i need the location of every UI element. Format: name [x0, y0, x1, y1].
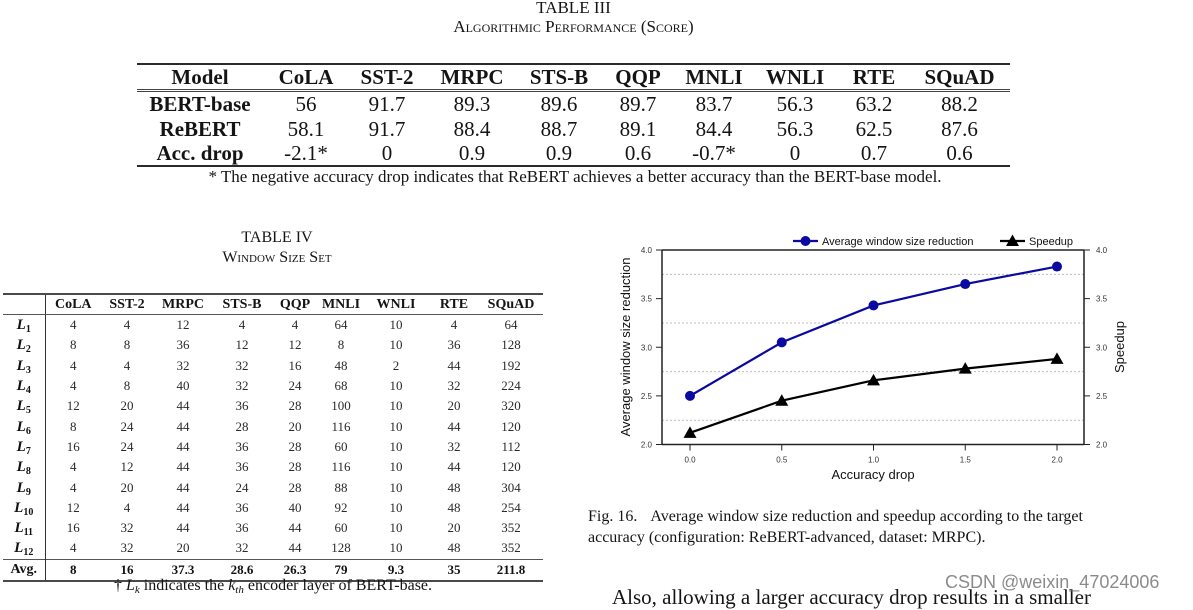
table4-footnote	[3, 576, 543, 596]
table4-row-label	[3, 437, 45, 457]
table4-cell: 16	[288, 357, 302, 373]
footnote-var-l-sub: k	[134, 584, 140, 596]
table4-row-label	[3, 538, 45, 559]
table4-cell: 24	[288, 378, 302, 394]
table3-cell: 0.9	[545, 140, 573, 165]
data-point-circle-marker	[960, 279, 970, 289]
table3-cell: 91.7	[368, 116, 406, 141]
table3-row-label: Acc. drop	[156, 140, 244, 165]
layer-index: 5	[25, 405, 31, 417]
table4-row-label	[3, 356, 45, 376]
table4-row	[3, 335, 543, 355]
table4-cell: 36	[447, 337, 461, 353]
table4-cell: 4	[70, 479, 77, 495]
layer-index: 2	[25, 344, 31, 356]
data-point-circle-marker	[1052, 262, 1062, 272]
table4-cell: 36	[235, 398, 249, 414]
table4-cell: 44	[176, 438, 190, 454]
table4-cell: 4	[123, 317, 131, 333]
table4-row	[3, 518, 543, 538]
legend-circle-icon	[801, 236, 811, 246]
table4-cell: 44	[176, 398, 190, 414]
table4-cell: 128	[501, 337, 521, 353]
table3-cell: 56.3	[776, 92, 814, 117]
table4-cell: 8	[123, 337, 131, 353]
table4-avg-cell: 26.3	[271, 559, 319, 581]
table3-cell: 83.7	[695, 92, 733, 117]
table4-cell: 10	[389, 540, 403, 556]
layer-symbol: L	[14, 499, 24, 516]
table4-cell: 32	[120, 540, 134, 556]
table3-col-header: SQuAD	[909, 64, 1010, 91]
table4-cell: 10	[389, 398, 403, 414]
table4-cell: 44	[176, 479, 190, 495]
table4-cell: 48	[447, 540, 461, 556]
table4-cell: 4	[70, 459, 77, 475]
table3-cell: 89.1	[619, 116, 657, 141]
table4-avg-cell: 16	[101, 559, 153, 581]
table4-row	[3, 356, 543, 376]
table3-algorithmic-performance	[137, 63, 1010, 167]
data-point-circle-marker	[869, 300, 879, 310]
table4-cell: 32	[120, 520, 134, 536]
table4-avg-cell: 8	[45, 559, 101, 581]
y-tick-label-right: 3.5	[1096, 294, 1108, 304]
table4-cell: 20	[120, 398, 134, 414]
table4-row-label	[3, 457, 45, 477]
table4-cell: 36	[235, 499, 249, 515]
table4-cell: 4	[238, 317, 246, 333]
table4-cell: 120	[501, 418, 521, 434]
table4-cell: 32	[176, 357, 190, 373]
body-paragraph: Also, allowing a larger accuracy drop results in a smaller	[612, 585, 1091, 609]
table4-cell: 12	[288, 337, 302, 353]
table3-cell: 58.1	[287, 116, 325, 141]
table4-cell: 4	[70, 357, 77, 373]
table4-cell: 48	[334, 357, 348, 373]
table4-row-label	[3, 416, 45, 436]
table4-row	[3, 477, 543, 497]
table4-cell: 320	[501, 398, 521, 414]
table4-cell: 32	[447, 378, 461, 394]
table3-cell: -0.7*	[692, 140, 736, 165]
footnote-text-2: encoder layer of BERT-base.	[243, 577, 433, 594]
table4-cell: 44	[447, 357, 461, 373]
y-tick-label-left: 3.5	[640, 294, 652, 304]
watermark: CSDN @weixin_47024006	[945, 572, 1160, 592]
table4-body	[3, 315, 543, 581]
table4-avg-cell: 37.3	[153, 559, 213, 581]
table4-cell: 224	[501, 378, 521, 394]
table4-cell: 120	[501, 459, 521, 475]
table4-cell: 10	[389, 459, 403, 475]
table4-header-row	[3, 294, 543, 315]
layer-index: 11	[23, 527, 34, 539]
table4-col-header	[3, 294, 45, 315]
table4-subtitle: Window Size Set	[222, 249, 332, 266]
table4-avg-cell: 211.8	[479, 559, 543, 581]
y-tick-label-left: 2.5	[640, 391, 652, 401]
table4-cell: 12	[66, 499, 80, 515]
figure-caption-text-1: Average window size reduction and speedup according to the target	[650, 508, 1083, 525]
table4-col-header: WNLI	[363, 294, 429, 315]
table4-row-label	[3, 376, 45, 396]
y-tick-label-right: 2.5	[1096, 391, 1108, 401]
table4-cell: 60	[334, 520, 348, 536]
y-tick-label-left: 3.0	[640, 343, 652, 353]
table4-cell: 36	[176, 337, 190, 353]
data-point-triangle-marker	[1051, 352, 1064, 364]
table4-row	[3, 437, 543, 457]
table4-row-label	[3, 477, 45, 497]
table4-cell: 16	[66, 438, 80, 454]
table4-cell: 44	[288, 520, 302, 536]
table3-col-header: MRPC	[425, 64, 519, 91]
x-tick-label: 0.0	[684, 455, 696, 465]
table4-cell: 12	[120, 459, 134, 475]
table4-cell: 10	[389, 337, 403, 353]
table4-cell: 60	[334, 438, 348, 454]
x-tick-label: 2.0	[1051, 455, 1063, 465]
table4-cell: 4	[291, 317, 299, 333]
table4-row	[3, 538, 543, 559]
table3-col-header: CoLA	[263, 64, 349, 91]
table3-cell: 88.7	[540, 116, 578, 141]
table3-col-header: Model	[137, 64, 263, 91]
table4-cell: 36	[235, 459, 249, 475]
table3-cell: 0.6	[946, 140, 973, 165]
table4-cell: 28	[288, 459, 302, 475]
table4-cell: 12	[235, 337, 249, 353]
layer-index: 1	[25, 324, 31, 336]
table4-cell: 10	[389, 418, 403, 434]
table4-cell: 304	[501, 479, 521, 495]
table3-cell: 62.5	[855, 116, 893, 141]
table4-col-header: RTE	[429, 294, 479, 315]
table4-cell: 20	[447, 520, 461, 536]
layer-index: 10	[23, 506, 34, 518]
table4-cell: 44	[176, 499, 190, 515]
table4-cell: 10	[389, 479, 403, 495]
table4-cell: 32	[235, 378, 249, 394]
table3-body	[137, 91, 1010, 167]
table3-cell: 91.7	[368, 92, 406, 117]
table4-cell: 8	[70, 337, 77, 353]
table4-cell: 40	[176, 378, 190, 394]
y-tick-label-left: 2.0	[640, 440, 652, 450]
table3-col-header: QQP	[599, 64, 677, 91]
table4-cell: 10	[389, 438, 403, 454]
layer-symbol: L	[14, 520, 24, 537]
layer-index: 7	[25, 445, 31, 457]
table4-cell: 24	[120, 438, 134, 454]
table4-cell: 28	[288, 438, 302, 454]
table4-row	[3, 315, 543, 336]
table3-title: TABLE III	[536, 0, 611, 17]
layer-index: 12	[23, 547, 34, 559]
footnote-text-1: indicates the	[139, 577, 229, 594]
table4-cell: 32	[235, 357, 249, 373]
table4-cell: 20	[120, 479, 134, 495]
table3-col-header: WNLI	[751, 64, 839, 91]
table4-cell: 32	[447, 438, 461, 454]
table4-cell: 12	[176, 317, 190, 333]
table4-cell: 20	[288, 418, 302, 434]
layer-symbol: L	[16, 357, 26, 374]
table4-avg-cell: 28.6	[213, 559, 271, 581]
y-tick-label-right: 3.0	[1096, 343, 1108, 353]
layer-symbol: L	[16, 438, 26, 455]
table4-cell: 10	[389, 378, 403, 394]
table4-col-header: STS-B	[213, 294, 271, 315]
table4-cell: 352	[501, 520, 521, 536]
table3-header-row	[137, 64, 1010, 91]
table4-cell: 48	[447, 479, 461, 495]
table4-cell: 116	[331, 459, 351, 475]
table4-col-header: MRPC	[153, 294, 213, 315]
table4-cell: 8	[337, 337, 345, 353]
table3-col-header: RTE	[839, 64, 909, 91]
table4-row-label	[3, 335, 45, 355]
table4-cell: 24	[235, 479, 249, 495]
line-chart-fig16	[600, 225, 1160, 490]
table4-row-label	[3, 518, 45, 538]
dagger-symbol: †	[113, 577, 122, 594]
x-tick-label: 0.5	[776, 455, 788, 465]
data-point-circle-marker	[777, 337, 787, 347]
table3-cell: 56	[295, 92, 317, 117]
y-tick-label-right: 4.0	[1096, 246, 1108, 255]
table3-cell: 0.7	[860, 140, 888, 165]
table4-cell: 112	[501, 438, 521, 454]
table3-cell: 56.3	[776, 116, 814, 141]
x-axis-label: Accuracy drop	[831, 467, 915, 482]
table4-cell: 36	[235, 520, 249, 536]
legend-label: Average window size reduction	[822, 236, 974, 248]
table3-col-header: MNLI	[677, 64, 751, 91]
table3-row	[137, 141, 1010, 166]
x-tick-label: 1.0	[867, 455, 880, 465]
figure-label: Fig. 16.	[588, 508, 638, 525]
table4-cell: 20	[447, 398, 461, 414]
table4-row	[3, 498, 543, 518]
table4-cell: 44	[288, 540, 302, 556]
layer-index: 4	[25, 385, 31, 397]
figure-caption-line-1	[588, 507, 1083, 527]
footnote-var-l: L	[125, 577, 135, 594]
table3-cell: 0	[381, 140, 393, 165]
table4-avg-cell: 9.3	[363, 559, 429, 581]
table4-cell: 192	[501, 357, 521, 373]
table4-cell: 10	[389, 317, 403, 333]
table4-row-label	[3, 396, 45, 416]
layer-symbol: L	[16, 317, 26, 334]
table4-cell: 10	[389, 499, 403, 515]
table4-cell: 92	[334, 499, 348, 515]
table4-cell: 116	[331, 418, 351, 434]
table3-cell: 89.6	[540, 92, 578, 117]
table4-cell: 4	[70, 317, 77, 333]
layer-symbol: L	[16, 459, 26, 476]
table3-cell: 0.9	[458, 140, 486, 165]
y-tick-label-left: 4.0	[640, 246, 652, 255]
y-axis-label-left: Average window size reduction	[618, 257, 633, 437]
table4-cell: 100	[331, 398, 351, 414]
series-line-triangle	[690, 359, 1057, 433]
table4-avg-cell: 35	[429, 559, 479, 581]
layer-symbol: L	[16, 418, 26, 435]
table4-cell: 36	[235, 438, 249, 454]
table4-cell: 8	[70, 418, 77, 434]
layer-symbol: L	[16, 337, 26, 354]
table4-cell: 28	[288, 479, 302, 495]
figure-caption-line-2: accuracy (configuration: ReBERT-advanced, dataset: MRPC).	[588, 529, 986, 546]
table3-cell: 84.4	[695, 116, 733, 141]
table3-cell: 88.4	[453, 116, 491, 141]
layer-index: 6	[25, 425, 31, 437]
table4-col-header: SST-2	[101, 294, 153, 315]
table4-cell: 8	[123, 378, 131, 394]
table4-cell: 10	[389, 520, 403, 536]
layer-symbol: L	[16, 479, 26, 496]
table4-cell: 40	[288, 499, 302, 515]
table4-avg-label: Avg.	[3, 559, 45, 581]
table4-cell: 68	[334, 378, 348, 394]
table4-cell: 352	[501, 540, 521, 556]
table3-footnote: * The negative accuracy drop indicates that ReBERT achieves a better accuracy than the BERT-base model.	[208, 167, 942, 186]
table4-row-label	[3, 498, 45, 518]
table3-cell: 88.2	[941, 92, 978, 117]
table4-cell: 44	[447, 459, 461, 475]
layer-index: 8	[25, 466, 31, 478]
data-point-circle-marker	[685, 391, 695, 401]
table3-cell: 89.7	[619, 92, 657, 117]
table4-cell: 32	[235, 540, 249, 556]
table4-col-header: CoLA	[45, 294, 101, 315]
table3-row	[137, 116, 1010, 140]
table4-row	[3, 376, 543, 396]
table3-col-header: STS-B	[519, 64, 599, 91]
footnote-var-k-sub: th	[235, 584, 244, 596]
table4-cell: 4	[123, 357, 131, 373]
x-tick-label: 1.5	[959, 455, 971, 465]
table4-avg-cell: 79	[319, 559, 363, 581]
table4-cell: 4	[123, 499, 131, 515]
table4-row-label	[3, 315, 45, 336]
table4-cell: 254	[501, 499, 521, 515]
table3-row	[137, 91, 1010, 117]
table4-cell: 2	[392, 357, 400, 373]
table4-cell: 4	[450, 317, 458, 333]
table4-window-size-set	[3, 293, 543, 582]
y-tick-label-right: 2.0	[1096, 440, 1108, 450]
table4-cell: 24	[120, 418, 134, 434]
table4-cell: 16	[66, 520, 80, 536]
table3-row-label: BERT-base	[149, 92, 251, 117]
table4-cell: 20	[176, 540, 190, 556]
table4-cell: 44	[176, 520, 190, 536]
table4-cell: 44	[176, 459, 190, 475]
y-axis-label-right: Speedup	[1112, 320, 1127, 374]
table4-cell: 4	[70, 540, 77, 556]
table4-cell: 128	[331, 540, 351, 556]
table4-cell: 28	[288, 398, 302, 414]
table4-row	[3, 396, 543, 416]
table4-title: TABLE IV	[241, 229, 313, 246]
table3-cell: 87.6	[941, 116, 978, 141]
table3-cell: 89.3	[453, 92, 491, 117]
table4-cell: 64	[334, 317, 348, 333]
table3-cell: 63.2	[855, 92, 893, 117]
table3-cell: -2.1*	[284, 140, 328, 165]
table4-cell: 44	[447, 418, 461, 434]
table4-cell: 4	[70, 378, 77, 394]
table3-col-header: SST-2	[349, 64, 425, 91]
layer-symbol: L	[16, 398, 26, 415]
table4-col-header: SQuAD	[479, 294, 543, 315]
legend-label: Speedup	[1029, 236, 1074, 248]
table4-cell: 64	[504, 317, 518, 333]
footnote-var-k: k	[228, 577, 236, 594]
table4-col-header: QQP	[271, 294, 319, 315]
layer-symbol: L	[16, 378, 26, 395]
table4-row	[3, 416, 543, 436]
table4-cell: 88	[334, 479, 348, 495]
layer-index: 9	[25, 486, 31, 498]
table3-cell: 0.6	[624, 140, 652, 165]
layer-symbol: L	[14, 540, 24, 557]
table4-row	[3, 457, 543, 477]
layer-index: 3	[25, 364, 31, 376]
table4-col-header: MNLI	[319, 294, 363, 315]
table4-cell: 48	[447, 499, 461, 515]
table4-cell: 28	[235, 418, 249, 434]
table3-cell: 0	[789, 140, 801, 165]
table3-row-label: ReBERT	[159, 116, 241, 141]
table4-cell: 12	[66, 398, 80, 414]
table3-subtitle: Algorithmic Performance (Score)	[453, 17, 694, 36]
table4-cell: 44	[176, 418, 190, 434]
